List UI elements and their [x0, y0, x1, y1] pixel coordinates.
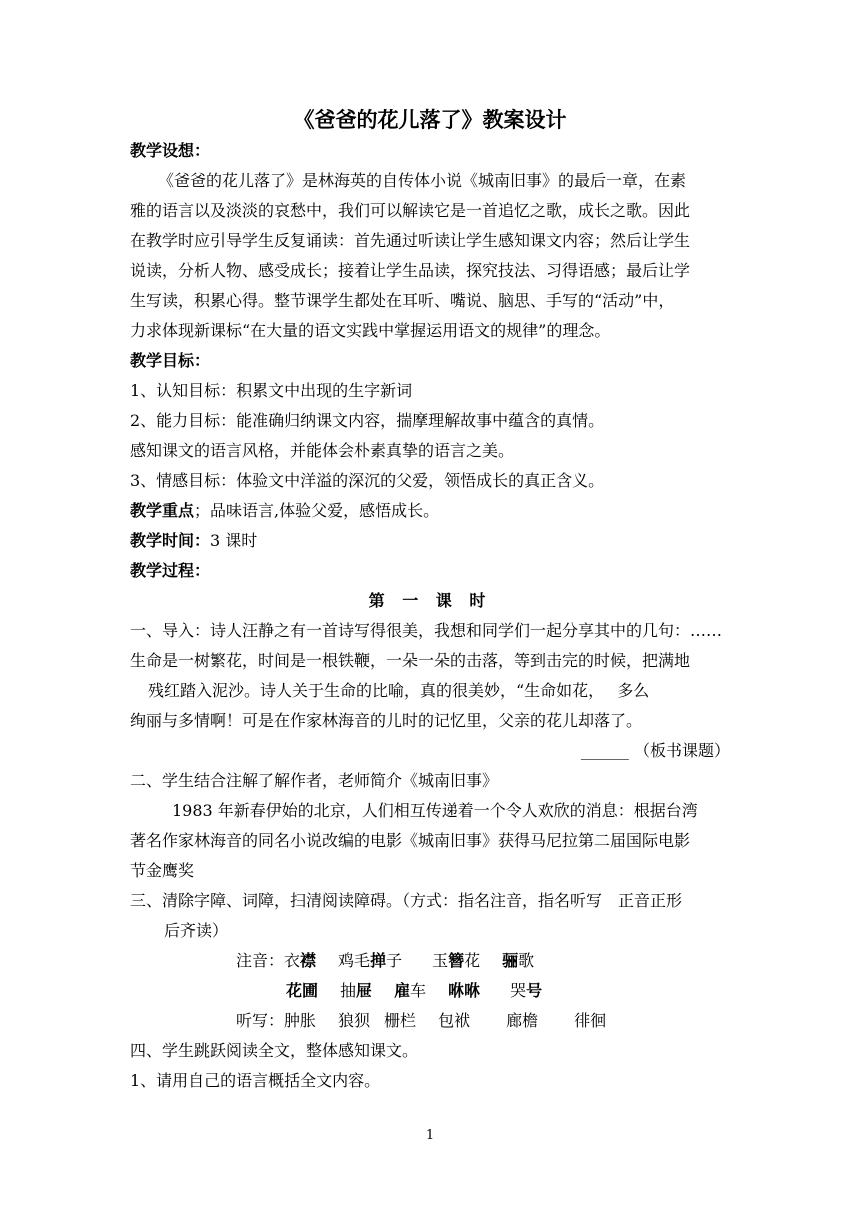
- goal-item: 1、认知目标：积累文中出现的生字新词: [130, 381, 413, 400]
- goals-label: 教学目标：: [130, 351, 211, 370]
- intro-line: 一、导入：诗人汪静之有一首诗写得很美，我想和同学们一起分享其中的几句：……: [130, 621, 723, 640]
- pinyin-char: 骊: [502, 951, 519, 970]
- dictation-word: 栅栏: [384, 1011, 417, 1030]
- pinyin-char: 花: [286, 981, 303, 1000]
- time-label: 教学时间：: [130, 531, 211, 550]
- pinyin-char: 簪: [448, 951, 465, 970]
- pinyin-row: [236, 946, 534, 976]
- pinyin-char: 襟: [300, 951, 317, 970]
- pinyin-word: 哭: [510, 981, 527, 1000]
- design-line: 生写读，积累心得。整节课学生都处在耳听、嘴说、脑思、手写的“活动”中，: [130, 291, 675, 310]
- document-title: 《爸爸的花儿落了》教案设计: [293, 107, 567, 132]
- pinyin-word: 子: [386, 951, 403, 970]
- dictation-label: 听写：: [236, 1011, 285, 1030]
- dictation-word: 徘徊: [574, 1011, 607, 1030]
- goal-item: 感知课文的语言风格，并能体会朴素真挚的语言之美。: [130, 441, 515, 460]
- pinyin-char: 咻咻: [448, 981, 481, 1000]
- dictation-word: 肿胀: [284, 1011, 317, 1030]
- step-three: 后齐读）: [164, 921, 229, 940]
- dictation-word: 包袱: [438, 1011, 471, 1030]
- design-line: 说读，分析人物、感受成长；接着让学生品读，探究技法、习得语感；最后让学: [130, 261, 691, 280]
- design-line: 雅的语言以及淡淡的哀愁中，我们可以解读它是一首追忆之歌，成长之歌。因此: [130, 201, 691, 220]
- dictation-word: 廊檐: [506, 1011, 539, 1030]
- intro-line: 生命是一树繁花，时间是一根铁鞭，一朵一朵的击落，等到击完的时候，把满地: [130, 651, 691, 670]
- board-note: ______ （板书课题）: [580, 741, 730, 760]
- pinyin-label: 注音：: [236, 951, 285, 970]
- design-line: 在教学时应引导学生反复诵读：首先通过听读让学生感知课文内容；然后让学生: [130, 231, 691, 250]
- focus-text: ；品味语言,体验父爱，感悟成长。: [194, 501, 440, 520]
- pinyin-char: 号: [526, 981, 543, 1000]
- intro-line: 残红踏入泥沙。诗人关于生命的比喻，真的很美妙，“生命如花， 多么: [148, 681, 650, 700]
- step-four-question: 1、请用自己的语言概括全文内容。: [130, 1071, 381, 1090]
- pinyin-word: 歌: [518, 951, 535, 970]
- time-line: [130, 526, 257, 556]
- intro-line: 绚丽与多情啊！可是在作家林海音的儿时的记忆里，父亲的花儿却落了。: [130, 711, 643, 730]
- time-text: 3 课时: [210, 531, 258, 550]
- pinyin-word: 鸡毛: [338, 951, 371, 970]
- goal-item: 2、能力目标：能准确归纳课文内容，揣摩理解故事中蕴含的真情。: [130, 411, 605, 430]
- step-two-line: 节金鹰奖: [130, 861, 195, 880]
- step-four: 四、学生跳跃阅读全文，整体感知课文。: [130, 1041, 419, 1060]
- lesson-heading: 第 一 课 时: [368, 591, 492, 610]
- pinyin-char: 屉: [356, 981, 373, 1000]
- focus-line: [130, 496, 439, 526]
- goal-item: 3、情感目标：体验文中洋溢的深沉的父爱，领悟成长的真正含义。: [130, 471, 605, 490]
- pinyin-word: 抽: [340, 981, 357, 1000]
- pinyin-char: 圃: [302, 981, 319, 1000]
- step-two: 二、学生结合注解了解作者，老师简介《城南旧事》: [130, 771, 499, 790]
- design-line: 《爸爸的花儿落了》是林海英的自传体小说《城南旧事》的最后一章，在素: [158, 171, 687, 190]
- design-line: 力求体现新课标“在大量的语文实践中掌握运用语文的规律”的理念。: [130, 321, 611, 340]
- step-three: 三、清除字障、词障，扫清阅读障碍。（方式：指名注音，指名听写 正音正形: [130, 891, 683, 910]
- pinyin-word: 玉: [432, 951, 449, 970]
- focus-label: 教学重点: [130, 501, 195, 520]
- page-number: 1: [425, 1128, 435, 1143]
- design-label: 教学设想：: [130, 141, 211, 160]
- step-two-line: 1983 年新春伊始的北京，人们相互传递着一个令人欢欣的消息：根据台湾: [172, 801, 698, 820]
- pinyin-word: 衣: [284, 951, 301, 970]
- process-label: 教学过程：: [130, 561, 211, 580]
- pinyin-char: 雇: [394, 981, 411, 1000]
- step-two-line: 著名作家林海音的同名小说改编的电影《城南旧事》获得马尼拉第二届国际电影: [130, 831, 691, 850]
- dictation-word: 狼狈: [338, 1011, 371, 1030]
- pinyin-char: 掸: [370, 951, 387, 970]
- pinyin-word: 车: [410, 981, 427, 1000]
- pinyin-row: [286, 976, 542, 1006]
- dictation-row: [236, 1006, 606, 1036]
- pinyin-word: 花: [464, 951, 481, 970]
